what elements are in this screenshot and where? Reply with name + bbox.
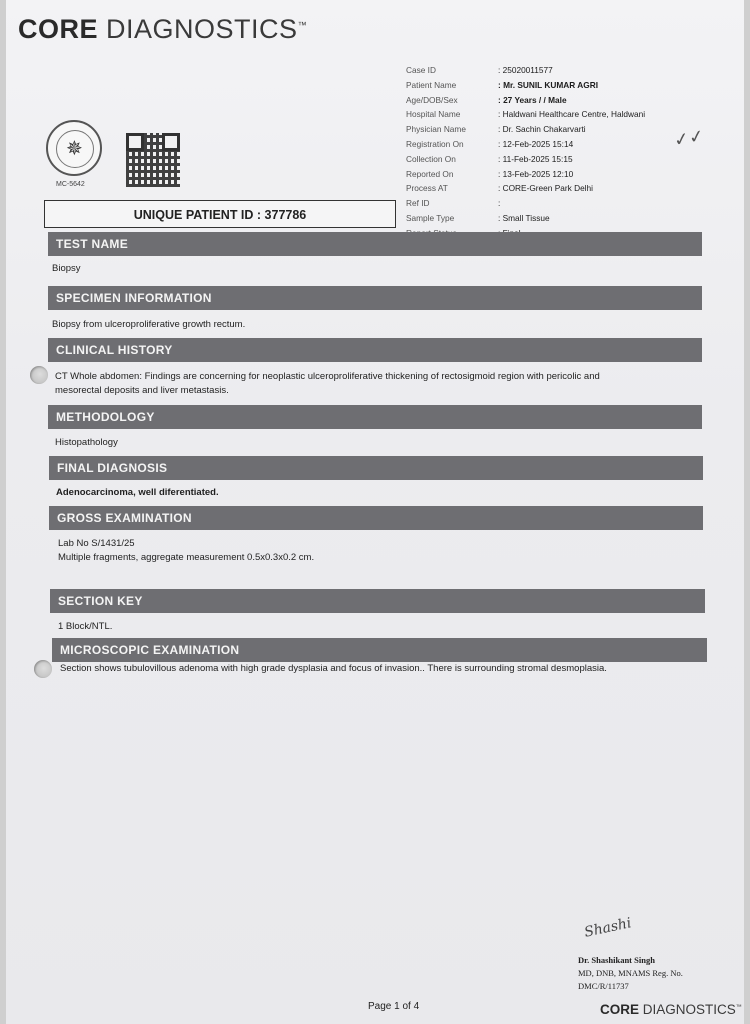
info-row: Process AT : CORE-Green Park Delhi bbox=[406, 183, 593, 194]
microscopic-text: Section shows tubulovillous adenoma with high grade dysplasia and focus of invasion.. There is surrounding stromal desmoplasia. bbox=[60, 663, 607, 674]
accreditation-seal-icon: ✵ bbox=[46, 120, 102, 176]
patient-info bbox=[406, 63, 645, 241]
qr-code-icon bbox=[126, 133, 180, 187]
section-header-clinical-history: CLINICAL HISTORY bbox=[48, 338, 702, 362]
specimen-text: Biopsy from ulceroproliferative growth rectum. bbox=[52, 319, 246, 330]
info-row: Ref ID : bbox=[406, 198, 501, 209]
section-header-specimen: SPECIMEN INFORMATION bbox=[48, 286, 702, 310]
info-row: Collection On : 11-Feb-2025 15:15 bbox=[406, 153, 573, 164]
info-row: Age/DOB/Sex : 27 Years / / Male bbox=[406, 94, 567, 105]
gross-examination-text: Lab No S/1431/25 Multiple fragments, aggregate measurement 0.5x0.3x0.2 cm. bbox=[58, 538, 315, 563]
clinical-history-text: CT Whole abdomen: Findings are concerning for neoplastic ulceroproliferative thickening of rectosigmoid region with pericolic and mesorectal deposits and liver metastasis. bbox=[55, 371, 600, 396]
signature-scribble: Shashi bbox=[582, 915, 633, 941]
section-header-gross-examination: GROSS EXAMINATION bbox=[49, 506, 703, 530]
info-row: Sample Type : Small Tissue bbox=[406, 212, 550, 223]
final-diagnosis-text: Adenocarcinoma, well diferentiated. bbox=[56, 487, 219, 498]
doctor-signature-block: Dr. Shashikant Singh MD, DNB, MNAMS Reg. No. DMC/R/11737 bbox=[578, 955, 683, 991]
report-page bbox=[6, 0, 744, 1024]
info-row: Patient Name : Mr. SUNIL KUMAR AGRI bbox=[406, 79, 599, 90]
info-row: Reported On : 13-Feb-2025 12:10 bbox=[406, 168, 574, 179]
info-row: Hospital Name : Haldwani Healthcare Centre, Haldwani bbox=[406, 109, 646, 120]
footer-brand-logo: CORE DIAGNOSTICS™ bbox=[600, 1002, 742, 1017]
test-name-text: Biopsy bbox=[52, 263, 81, 274]
section-header-final-diagnosis: FINAL DIAGNOSIS bbox=[49, 456, 703, 480]
info-row: Registration On : 12-Feb-2025 15:14 bbox=[406, 138, 574, 149]
info-row: Case ID : 25020011577 bbox=[406, 65, 553, 75]
section-header-test-name: TEST NAME bbox=[48, 232, 702, 256]
page-number: Page 1 of 4 bbox=[368, 1001, 420, 1012]
brand-logo: CORE DIAGNOSTICS™ bbox=[18, 14, 308, 44]
unique-patient-id: UNIQUE PATIENT ID : 377786 bbox=[44, 200, 396, 228]
handwritten-tick-icon: ✓✓ bbox=[672, 125, 706, 151]
section-header-methodology: METHODOLOGY bbox=[48, 405, 702, 429]
info-row: Physician Name : Dr. Sachin Chakarvarti bbox=[406, 124, 586, 135]
punch-hole-icon bbox=[30, 366, 48, 384]
section-key-text: 1 Block/NTL. bbox=[58, 621, 113, 632]
section-header-section-key: SECTION KEY bbox=[50, 589, 705, 613]
punch-hole-icon bbox=[34, 660, 52, 678]
methodology-text: Histopathology bbox=[55, 437, 118, 448]
section-header-microscopic: MICROSCOPIC EXAMINATION bbox=[52, 638, 707, 662]
accreditation-code: MC-5642 bbox=[56, 181, 85, 188]
